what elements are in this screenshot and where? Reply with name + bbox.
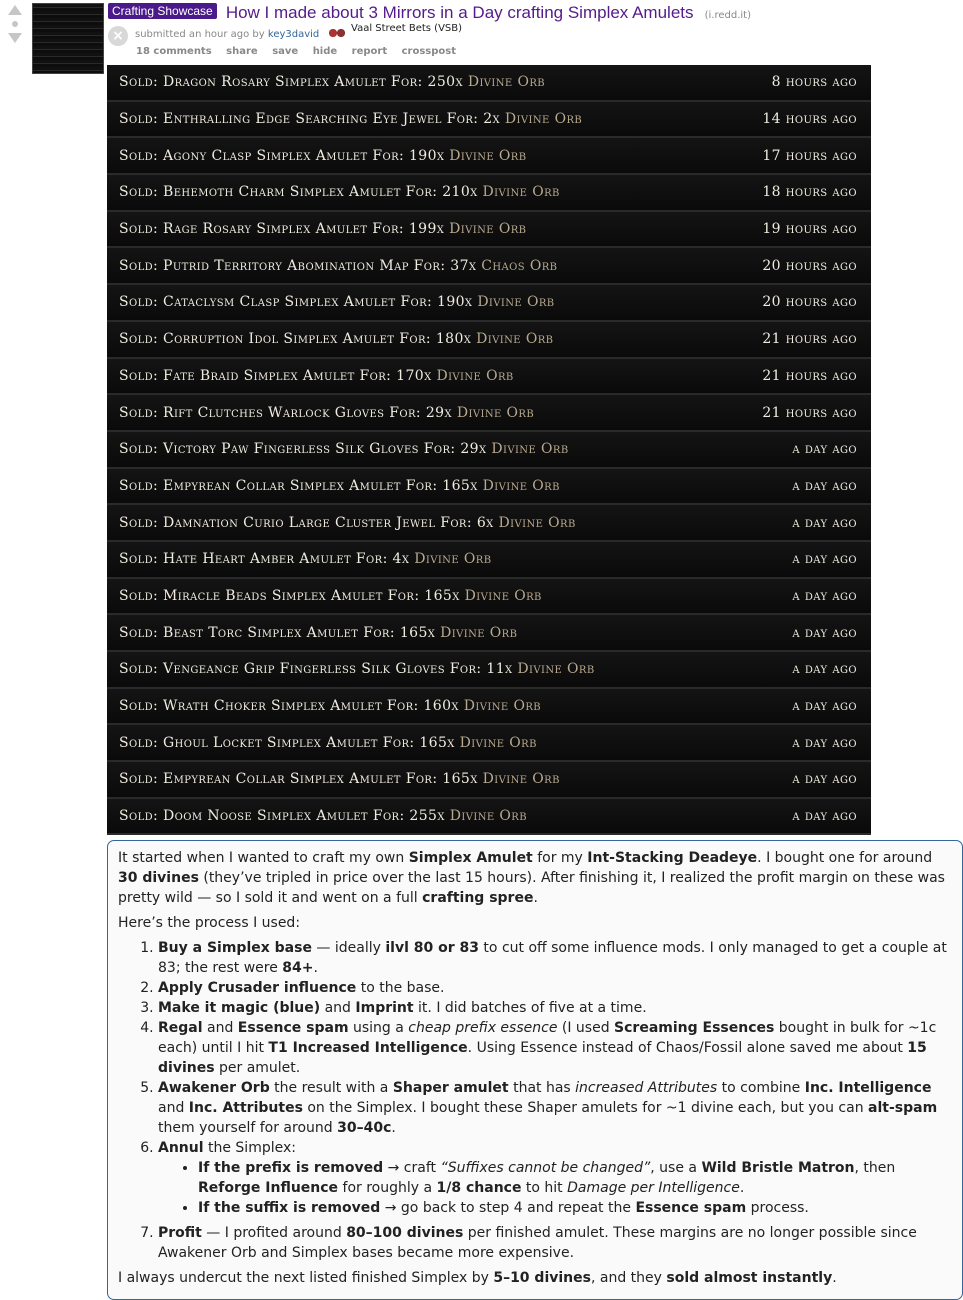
annul-prefix-bullet (198, 1158, 954, 1198)
sale-item-text: Sold: Empyrean Collar Simplex Amulet For: 165x (119, 477, 478, 494)
sale-currency: Divine Orb (459, 734, 537, 751)
sale-currency: Divine Orb (440, 624, 518, 641)
bold-text: Profit (158, 1225, 202, 1241)
sale-row (107, 469, 871, 506)
text-run: (I used (557, 1020, 615, 1036)
sale-item-text: Sold: Beast Torc Simplex Amulet For: 165x (119, 624, 436, 641)
text-run: for roughly a (338, 1180, 437, 1196)
sale-row (107, 175, 871, 212)
sale-currency: Divine Orb (491, 441, 569, 458)
italic-text: increased Attributes (575, 1080, 718, 1096)
sale-time: 21 hours ago (762, 331, 857, 348)
tagline (135, 26, 346, 40)
italic-text: “Suffixes cannot be changed” (440, 1160, 651, 1176)
text-run: I always undercut the next listed finished Simplex by (118, 1270, 494, 1286)
italic-text: Damage per Intelligence (567, 1180, 740, 1196)
sale-currency: Divine Orb (482, 477, 560, 494)
steps-list (118, 938, 954, 1263)
sale-row (107, 579, 871, 616)
bold-text: 30–40c (337, 1120, 392, 1136)
sale-currency: Divine Orb (498, 514, 576, 531)
text-run: them yourself for around (158, 1120, 338, 1136)
text-run: and (320, 1000, 356, 1016)
bold-text: 15 divines (158, 1040, 927, 1076)
sale-time: a day ago (792, 514, 857, 531)
subreddit-name[interactable]: Vaal Street Bets (VSB) (351, 23, 463, 34)
sale-row (107, 138, 871, 175)
text-run: — I profited around (201, 1225, 347, 1241)
bold-text: alt-spam (868, 1100, 938, 1116)
sale-currency: Divine Orb (449, 221, 527, 238)
bold-text: Buy a Simplex base (158, 940, 312, 956)
text-run: . (313, 960, 318, 976)
bold-text: If the suffix is removed (198, 1200, 381, 1216)
sale-item (119, 111, 582, 127)
text-run: . I bought one for around (757, 850, 933, 866)
sale-time: 17 hours ago (762, 147, 857, 164)
sale-item-text: Sold: Behemoth Charm Simplex Amulet For: 210x (119, 184, 478, 201)
bold-text: Reforge Influence (198, 1180, 339, 1196)
sale-item (119, 551, 491, 567)
bold-text: Imprint (355, 1000, 414, 1016)
downvote-arrow-icon[interactable] (8, 33, 22, 43)
sale-item-text: Sold: Hate Heart Amber Amulet For: 4x (119, 551, 410, 568)
text-run: . (739, 1180, 745, 1196)
sale-currency: Divine Orb (449, 808, 527, 825)
sale-row (107, 615, 871, 652)
report-button[interactable]: report (351, 46, 388, 57)
sale-time: 20 hours ago (762, 257, 857, 274)
sale-row (107, 248, 871, 285)
sale-time: a day ago (792, 441, 857, 458)
sale-currency: Divine Orb (464, 587, 542, 604)
sale-time: 18 hours ago (762, 184, 857, 201)
sale-item-text: Sold: Miracle Beads Simplex Amulet For: 165x (119, 587, 460, 604)
text-run: to combine (717, 1080, 805, 1096)
text-run: to hit (521, 1180, 568, 1196)
sale-item (119, 771, 560, 787)
text-run: on the Simplex. I bought these Shaper amulets for ~1 divine each, but you can (302, 1100, 869, 1116)
post-body (107, 840, 963, 1300)
share-button[interactable]: share (226, 46, 258, 57)
text-run: for my (532, 850, 588, 866)
sale-row (107, 322, 871, 359)
text-run: (they’ve tripled in price over the last 15 hours). After finishing it, I realized the profit margin on these was pretty wild — so I sold it and went on a full (118, 870, 945, 906)
sale-currency: Divine Orb (436, 367, 514, 384)
sale-currency: Divine Orb (456, 404, 535, 421)
sale-item-text: Sold: Enthralling Edge Searching Eye Jewel For: 2x (119, 111, 501, 128)
sale-item (119, 368, 514, 384)
text-run: , and they (590, 1270, 667, 1286)
sale-item-text: Sold: Corruption Idol Simplex Amulet For: 180x (119, 331, 472, 348)
text-run: . (533, 890, 538, 906)
text-run: — ideally (311, 940, 386, 956)
upvote-arrow-icon[interactable] (8, 5, 22, 15)
sale-item (119, 258, 557, 274)
text-run: → go back to step 4 and repeat the (380, 1200, 636, 1216)
text-run: . Using Essence instead of Chaos/Fossil alone saved me about (467, 1040, 908, 1056)
sale-item-text: Sold: Wrath Choker Simplex Amulet For: 160x (119, 698, 459, 715)
sale-currency: Divine Orb (517, 661, 595, 678)
sale-item (119, 661, 595, 677)
sale-row (107, 212, 871, 249)
sale-time: a day ago (792, 587, 857, 604)
sale-item (119, 698, 541, 714)
text-run: it. I did batches of five at a time. (413, 1000, 647, 1016)
post-flair[interactable]: Crafting Showcase (108, 3, 217, 19)
hide-button[interactable]: hide (312, 46, 338, 57)
sale-currency: Divine Orb (449, 147, 527, 164)
sale-item (119, 625, 517, 641)
close-icon[interactable]: × (108, 26, 128, 46)
post-title[interactable]: How I made about 3 Mirrors in a Day crafting Simplex Amulets (225, 3, 694, 22)
sale-time: 21 hours ago (762, 404, 857, 421)
sale-item-text: Sold: Dragon Rosary Simplex Amulet For: 250x (119, 74, 463, 91)
sale-time: 19 hours ago (762, 221, 857, 238)
bold-text: 30 divines (118, 870, 199, 886)
sale-item (119, 184, 560, 200)
bold-text: Shaper amulet (392, 1080, 509, 1096)
sale-item (119, 478, 560, 494)
sale-item-text: Sold: Victory Paw Fingerless Silk Gloves For: 29x (119, 441, 487, 458)
sale-row (107, 395, 871, 432)
subreddit-icon (328, 26, 346, 40)
text-run: to cut off some influence mods. I only managed to get a couple at 83; the rest were (158, 940, 947, 976)
sale-row (107, 505, 871, 542)
intro-paragraph (118, 848, 954, 908)
post-domain[interactable]: (i.redd.it) (704, 10, 751, 21)
step-1 (158, 938, 954, 978)
annul-suffix-bullet (198, 1198, 954, 1218)
text-run: . (391, 1120, 396, 1136)
sale-item (119, 735, 537, 751)
score-dot (12, 21, 18, 27)
author-link[interactable]: key3david (267, 29, 320, 40)
sales-image[interactable] (107, 65, 871, 832)
sale-time: a day ago (792, 624, 857, 641)
sale-item-text: Sold: Rage Rosary Simplex Amulet For: 199x (119, 221, 445, 238)
sale-row (107, 689, 871, 726)
sale-currency: Divine Orb (482, 771, 560, 788)
text-run: to the base. (356, 980, 445, 996)
sale-row (107, 285, 871, 322)
sale-item-text: Sold: Putrid Territory Abomination Map For: 37x (119, 257, 477, 274)
sale-currency: Divine Orb (476, 331, 554, 348)
sale-time: a day ago (792, 661, 857, 678)
bold-text: 84+ (282, 960, 314, 976)
sale-currency: Divine Orb (463, 698, 541, 715)
bold-text: 1/8 chance (436, 1180, 522, 1196)
outro-paragraph (118, 1268, 954, 1288)
sale-item-text: Sold: Vengeance Grip Fingerless Silk Gloves For: 11x (119, 661, 513, 678)
annul-bullets (158, 1158, 954, 1218)
sale-time: a day ago (792, 477, 857, 494)
bold-text: T1 Increased Intelligence (268, 1040, 468, 1056)
sale-time: a day ago (792, 698, 857, 715)
sale-time: 14 hours ago (762, 111, 857, 128)
sale-item (119, 515, 576, 531)
text-run: → craft (383, 1160, 441, 1176)
sale-row (107, 359, 871, 396)
sale-time: a day ago (792, 808, 857, 825)
sale-currency: Divine Orb (414, 551, 492, 568)
sale-row (107, 542, 871, 579)
text-run: that has (508, 1080, 576, 1096)
sale-item (119, 74, 545, 90)
sale-row (107, 432, 871, 469)
bold-text: Awakener Orb (158, 1080, 270, 1096)
sale-item-text: Sold: Empyrean Collar Simplex Amulet For: 165x (119, 771, 478, 788)
bold-text: Essence spam (237, 1020, 349, 1036)
save-button[interactable]: save (272, 46, 299, 57)
sale-item (119, 405, 534, 421)
sale-item-text: Sold: Doom Noose Simplex Amulet For: 255x (119, 808, 445, 825)
sale-currency: Chaos Orb (481, 257, 558, 274)
sale-time: a day ago (792, 771, 857, 788)
bold-text: If the prefix is removed (198, 1160, 384, 1176)
sale-currency: Divine Orb (467, 74, 546, 91)
text-run: and (202, 1020, 238, 1036)
crosspost-button[interactable]: crosspost (401, 46, 457, 57)
bold-text: Make it magic (blue) (158, 1000, 321, 1016)
step-7 (158, 1223, 954, 1263)
post-buttons (136, 46, 467, 57)
sale-item-text: Sold: Ghoul Locket Simplex Amulet For: 165x (119, 734, 455, 751)
text-run: per amulet. (214, 1060, 301, 1076)
text-run: , use a (650, 1160, 702, 1176)
submitted-text: submitted an hour ago by (135, 29, 265, 40)
bold-text: Int-Stacking Deadeye (587, 850, 758, 866)
sale-item-text: Sold: Cataclysm Clasp Simplex Amulet For: 190x (119, 294, 473, 311)
sale-item-text: Sold: Rift Clutches Warlock Gloves For: 29x (119, 404, 453, 421)
post-thumbnail[interactable] (32, 3, 104, 74)
bold-text: Inc. Intelligence (804, 1080, 932, 1096)
sale-item (119, 221, 526, 237)
text-run: and (158, 1100, 189, 1116)
sale-time: a day ago (792, 551, 857, 568)
step-2 (158, 978, 954, 998)
sale-time: 20 hours ago (762, 294, 857, 311)
step-6 (158, 1138, 954, 1218)
bold-text: Annul (158, 1140, 204, 1156)
bold-text: Regal (158, 1020, 203, 1036)
sale-item (119, 808, 527, 824)
bold-text: Inc. Attributes (188, 1100, 303, 1116)
sale-item-text: Sold: Agony Clasp Simplex Amulet For: 190x (119, 147, 445, 164)
text-run: the Simplex: (203, 1140, 296, 1156)
bold-text: crafting spree (422, 890, 534, 906)
italic-text: cheap prefix essence (408, 1020, 558, 1036)
text-run: bought in bulk for ~1c each) until I hit (158, 1020, 937, 1056)
process-intro (118, 913, 954, 933)
sale-row (107, 799, 871, 836)
sale-row (107, 725, 871, 762)
sale-item (119, 148, 526, 164)
title-line (108, 3, 751, 23)
sale-item-text: Sold: Damnation Curio Large Cluster Jewel For: 6x (119, 514, 494, 531)
sale-item (119, 441, 569, 457)
comments-button[interactable]: 18 comments (136, 46, 212, 57)
sale-item (119, 294, 555, 310)
sale-time: a day ago (792, 734, 857, 751)
text-run: Here’s the process I used: (118, 915, 301, 931)
text-run: process. (746, 1200, 809, 1216)
bold-text: Wild Bristle Matron (701, 1160, 855, 1176)
vote-column (6, 3, 24, 43)
bold-text: Apply Crusader influence (158, 980, 357, 996)
sale-currency: Divine Orb (482, 184, 560, 201)
sale-item (119, 588, 542, 604)
sale-item-text: Sold: Fate Braid Simplex Amulet For: 170x (119, 367, 432, 384)
sale-currency: Divine Orb (504, 111, 583, 128)
sale-row (107, 652, 871, 689)
text-run: using a (348, 1020, 409, 1036)
sale-row (107, 65, 871, 102)
bold-text: ilvl 80 or 83 (385, 940, 479, 956)
sale-row (107, 102, 871, 139)
bold-text: Screaming Essences (614, 1020, 775, 1036)
bold-text: Essence spam (635, 1200, 747, 1216)
bold-text: Simplex Amulet (408, 850, 533, 866)
bold-text: 80–100 divines (346, 1225, 464, 1241)
sale-item (119, 331, 553, 347)
step-4 (158, 1018, 954, 1078)
sale-currency: Divine Orb (477, 294, 555, 311)
text-run: the result with a (269, 1080, 393, 1096)
text-run: . (832, 1270, 837, 1286)
bold-text: sold almost instantly (666, 1270, 833, 1286)
text-run: per finished amulet. These margins are no longer possible since Awakener Orb and Simplex bases became more expensive. (158, 1225, 917, 1261)
text-run: It started when I wanted to craft my own (118, 850, 409, 866)
bold-text: 5–10 divines (493, 1270, 591, 1286)
sale-row (107, 762, 871, 799)
step-5 (158, 1078, 954, 1138)
step-3 (158, 998, 954, 1018)
sale-time: 8 hours ago (771, 74, 857, 91)
text-run: , then (854, 1160, 896, 1176)
sale-time: 21 hours ago (762, 367, 857, 384)
